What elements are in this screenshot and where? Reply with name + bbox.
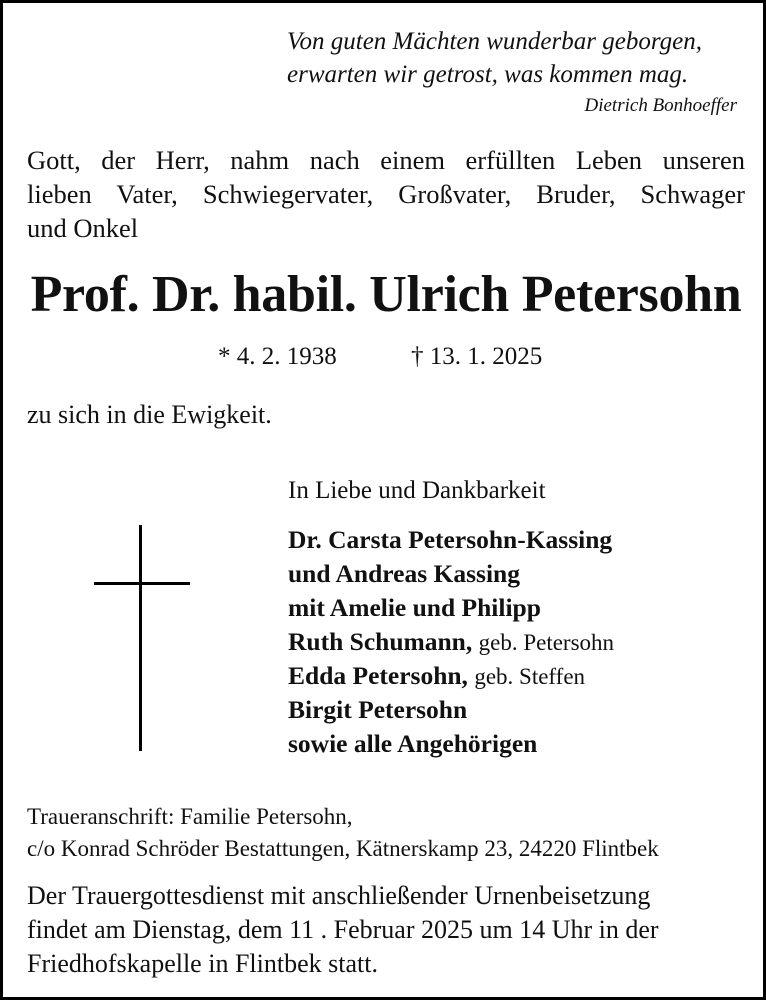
- mourner-entry: [288, 693, 614, 727]
- motto-line: Von guten Mächten wunderbar geborgen,: [287, 28, 702, 55]
- mourner-entry: [288, 591, 614, 625]
- mourner-name: mit Amelie und Philipp: [288, 593, 541, 622]
- mourner-entry: [288, 625, 614, 659]
- birth-date: * 4. 2. 1938: [218, 343, 337, 370]
- mourner-entry: [288, 557, 614, 591]
- death-date: † 13. 1. 2025: [411, 343, 543, 370]
- mourner-name: und Andreas Kassing: [288, 559, 520, 588]
- mourner-name: sowie alle Angehörigen: [288, 729, 538, 758]
- mourner-birth-name: geb. Petersohn: [478, 630, 615, 655]
- mourner-birth-name: geb. Steffen: [474, 664, 586, 689]
- service-line: Der Trauergottesdienst mit anschließender Urnenbeisetzung: [27, 881, 651, 910]
- cross-icon-beam: [94, 582, 190, 585]
- service-line: Friedhofskapelle in Flintbek statt.: [27, 949, 378, 978]
- thanks-text: In Liebe und Dankbarkeit: [288, 477, 546, 504]
- motto-quote: [287, 25, 702, 91]
- deceased-name: Prof. Dr. habil. Ulrich Petersohn: [30, 266, 742, 323]
- mourner-entry: [288, 659, 614, 693]
- mourner-name: Dr. Carsta Petersohn-Kassing: [288, 525, 613, 554]
- intro-text: [27, 143, 745, 245]
- intro-line: und Onkel: [27, 213, 139, 243]
- intro-line: Gott, der Herr, nahm nach einem erfüllten Leben unseren: [27, 145, 745, 175]
- eternity-text: zu sich in die Ewigkeit.: [27, 400, 272, 429]
- mourner-name: Ruth Schumann,: [288, 627, 473, 656]
- mourner-name: Birgit Petersohn: [288, 695, 468, 724]
- mourning-address: [27, 801, 659, 865]
- address-line: c/o Konrad Schröder Bestattungen, Kätnerskamp 23, 24220 Flintbek: [27, 836, 659, 861]
- mourners-list: [288, 523, 614, 761]
- mourner-entry: [288, 523, 614, 557]
- motto-line: erwarten wir getrost, was kommen mag.: [287, 61, 689, 88]
- service-line: findet am Dienstag, dem 11 . Februar 2025 um 14 Uhr in der: [27, 915, 659, 944]
- funeral-service-info: [27, 879, 659, 981]
- intro-line: lieben Vater, Schwiegervater, Großvater, Bruder, Schwager: [27, 179, 745, 209]
- mourner-name: Edda Petersohn,: [288, 661, 468, 690]
- mourner-entry: [288, 727, 614, 761]
- address-line: Traueranschrift: Familie Petersohn,: [27, 804, 353, 829]
- cross-icon: [139, 525, 142, 751]
- motto-author: Dietrich Bonhoeffer: [584, 95, 737, 116]
